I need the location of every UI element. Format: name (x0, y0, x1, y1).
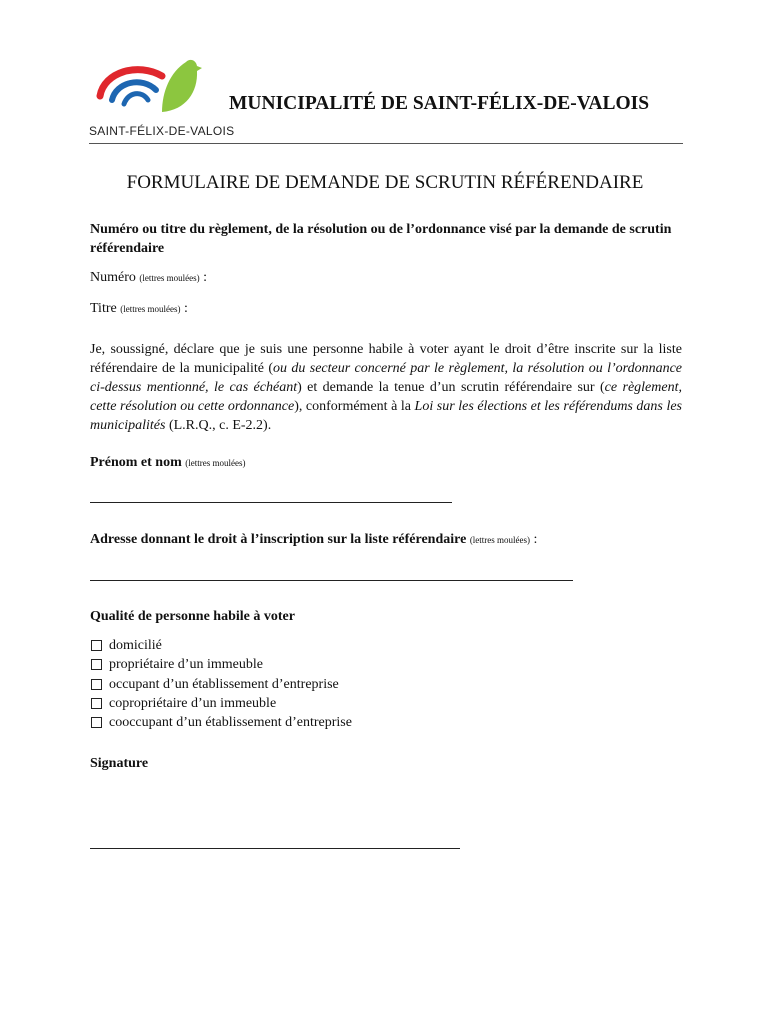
declaration-part-3: ) et demande la tenue d’un scrutin référendaire sur ( (297, 380, 605, 395)
nom-input-line[interactable] (90, 502, 452, 503)
titre-hint: (lettres moulées) (120, 304, 181, 314)
logo-caption: SAINT-FÉLIX-DE-VALOIS (89, 124, 235, 138)
declaration-paragraph (90, 340, 682, 435)
option-occupant[interactable] (90, 675, 352, 694)
titre-field[interactable] (90, 299, 188, 319)
qualite-heading: Qualité de personne habile à voter (90, 609, 295, 624)
option-cooccupant[interactable] (90, 713, 352, 732)
option-coproprietaire[interactable] (90, 694, 352, 713)
declaration-part-7: (L.R.Q., c. E-2.2). (165, 418, 272, 433)
option-label: cooccupant d’un établissement d’entreprise (109, 715, 352, 731)
numero-field[interactable] (90, 268, 207, 288)
declaration-part-6: Loi sur les élections et les référendums dans les municipalités (90, 399, 682, 433)
nom-label: Prénom et nom (90, 455, 182, 470)
numero-label: Numéro (90, 270, 136, 285)
checkbox[interactable] (91, 640, 102, 651)
option-proprietaire[interactable] (90, 655, 352, 674)
qualite-options (90, 636, 352, 732)
adresse-colon: : (533, 532, 538, 547)
declaration-part-4: ce règlement, cette résolution ou cette ordonnance (90, 380, 682, 414)
logo-green-bird (162, 60, 202, 112)
nom-hint: (lettres moulées) (185, 458, 246, 468)
nom-label-row (90, 453, 246, 473)
option-label: copropriétaire d’un immeuble (109, 695, 277, 711)
adresse-hint: (lettres moulées) (469, 535, 531, 545)
checkbox[interactable] (91, 717, 102, 728)
adresse-label-row (90, 530, 537, 550)
titre-colon: : (183, 301, 188, 316)
checkbox[interactable] (91, 679, 102, 690)
adresse-input-line[interactable] (90, 580, 573, 581)
municipality-logo (90, 52, 230, 122)
checkbox[interactable] (91, 659, 102, 670)
adresse-label: Adresse donnant le droit à l’inscription sur la liste référendaire (90, 532, 467, 547)
declaration-part-2: ou du secteur concerné par le règlement, la résolution ou l’ordonnance ci-dessus mentionné, le cas échéant (90, 361, 682, 395)
municipality-title: MUNICIPALITÉ DE SAINT-FÉLIX-DE-VALOIS (229, 93, 650, 114)
logo-blue-arc-2 (124, 94, 148, 104)
form-title: FORMULAIRE DE DEMANDE DE SCRUTIN RÉFÉRENDAIRE (126, 172, 644, 193)
reglement-heading: Numéro ou titre du règlement, de la résolution ou de l’ordonnance visé par la demande de scrutin référendaire (90, 222, 672, 256)
signature-line[interactable] (90, 848, 460, 849)
checkbox[interactable] (91, 698, 102, 709)
numero-hint: (lettres moulées) (139, 273, 200, 283)
signature-label: Signature (90, 756, 149, 771)
declaration-part-1: Je, soussigné, déclare que je suis une personne habile à voter ayant le droit d’être inscrite sur la liste référendaire de la municipalité ( (90, 342, 682, 376)
declaration-part-5: ), conformément à la (294, 399, 415, 414)
logo-blue-arc-1 (112, 82, 156, 100)
option-label: propriétaire d’un immeuble (109, 657, 263, 673)
option-domicilie[interactable] (90, 636, 352, 655)
titre-label: Titre (90, 301, 117, 316)
option-label: occupant d’un établissement d’entreprise (109, 676, 339, 692)
numero-colon: : (203, 270, 208, 285)
header-divider (89, 143, 683, 144)
option-label: domicilié (109, 638, 162, 653)
